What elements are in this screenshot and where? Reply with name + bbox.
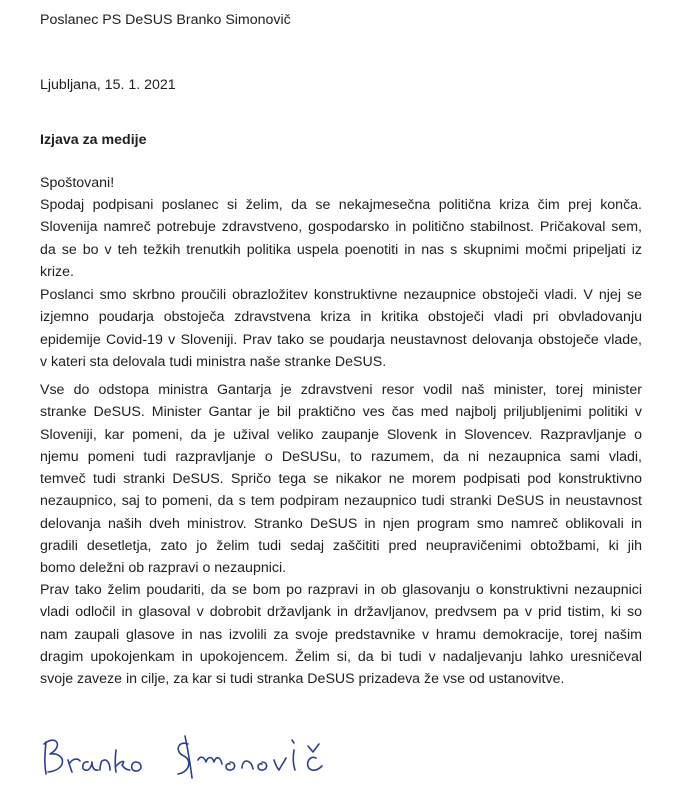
signature-stroke [44,740,63,772]
document-title: Izjava za medije [40,132,147,148]
place-date: Ljubljana, 15. 1. 2021 [40,77,176,93]
signature-stroke [292,740,294,743]
paragraph-3 [40,379,642,580]
paragraph-2 [40,284,642,373]
signature-stroke [68,759,80,772]
paragraph-line: Poslanci smo skrbno proučili obrazložitev konstruktivne nezaupnice obstoječi vladi. V njej se [40,287,642,303]
greeting: Spoštovani! [40,175,115,191]
signature-stroke [132,762,141,771]
paragraph-line: v kateri sta delovala tudi ministra naše stranke DeSUS. [40,353,387,370]
signature-stroke [45,742,46,774]
paragraph-line: svoje zaveze in cilje, za kar si tudi stranka DeSUS prizadeva že vse od ustanovitve. [40,671,565,688]
signature-stroke [115,750,130,772]
paragraph-line: njemu pomeni tudi razpravljanje o DeSUSu, to razumem, da ni nezaupnica sami vladi, [40,448,642,465]
paragraph-line: delovanja naših dveh ministrov. Stranko DeSUS in njen program smo namreč oblikovali in [40,515,642,532]
signature-stroke [274,758,286,770]
paragraph-4 [40,579,642,690]
paragraph-line: bomo deležni ob razpravi o nezaupnici. [40,560,287,577]
paragraph-line: stranke DeSUS. Minister Gantar je bil praktično ves čas med najbolj priljubljenimi politiki v [40,404,642,421]
signature-stroke [308,757,322,770]
paragraph-line: nezaupnico, saj to pomeni, da s tem podpiram nezaupnico tudi stranki DeSUS in neustavnost [40,493,642,510]
sender-line: Poslanec PS DeSUS Branko Simonovič [40,12,291,28]
paragraph-line: vladi odločil in glasoval v dobrobit državljank in državljanov, predvsem pa v prid tistim, ki so [40,604,642,621]
paragraph-line: temveč tudi stranki DeSUS. Spričo tega se nikakor ne morem podpisati pod konstruktivno [40,471,642,488]
paragraph-line: dragim upokojenkam in upokojencem. Želim si, da bi tudi v nadaljevanju lahko uresničeval [40,648,642,665]
paragraph-line: Slovenija namreč potrebuje zdravstveno, gospodarsko in politično stabilnost. Pričakoval sem, [40,219,642,236]
paragraph-line: gradili desetletja, zato jo želim tudi sedaj zaščititi pred neupravičenimi obtožbami, ki jih [40,538,642,555]
paragraph-line: da se bo v teh težkih trenutkih politika uspela poenotiti in nas s skupnimi močmi pripeljati iz [40,241,642,258]
paragraph-line: Spodaj podpisani poslanec si želim, da se nekajmesečna politična kriza čim prej konča. [40,197,642,213]
paragraph-line: Sloveniji, kar pomeni, da je užival veliko zaupanje Slovenk in Slovencev. Razpravljanje o [40,426,642,443]
signature-stroke [308,744,319,752]
signature-stroke [83,762,98,770]
paragraph-line: nam zaupali glasove in nas izvolili za svoje predstavnike v hramu demokracije, torej našim [40,626,642,643]
paragraph-1 [40,194,642,283]
handwritten-signature [38,722,338,786]
paragraph-line: Vse do odstopa ministra Gantarja je zdravstveni resor vodil naš minister, torej minister [40,382,642,398]
signature-stroke [242,761,253,769]
signature-ink [44,736,322,778]
signature-stroke [258,762,267,770]
paragraph-line: epidemije Covid-19 v Sloveniji. Prav tako se poudarja neustavnost delovanja obstoječe vlade, [40,331,642,348]
paragraph-line: Prav tako želim poudariti, da se bom po razpravi in ob glasovanju o konstruktivni nezaupnici [40,582,642,598]
paragraph-line: izjemno poudarja obstoječa zdravstvena kriza in kritika obstoječi vladi pri obvladovanju [40,309,642,326]
paragraph-line: krize. [40,263,74,280]
signature-stroke [226,762,235,770]
signature-stroke [100,760,110,770]
signature-stroke [198,757,222,764]
signature-stroke [293,750,295,770]
